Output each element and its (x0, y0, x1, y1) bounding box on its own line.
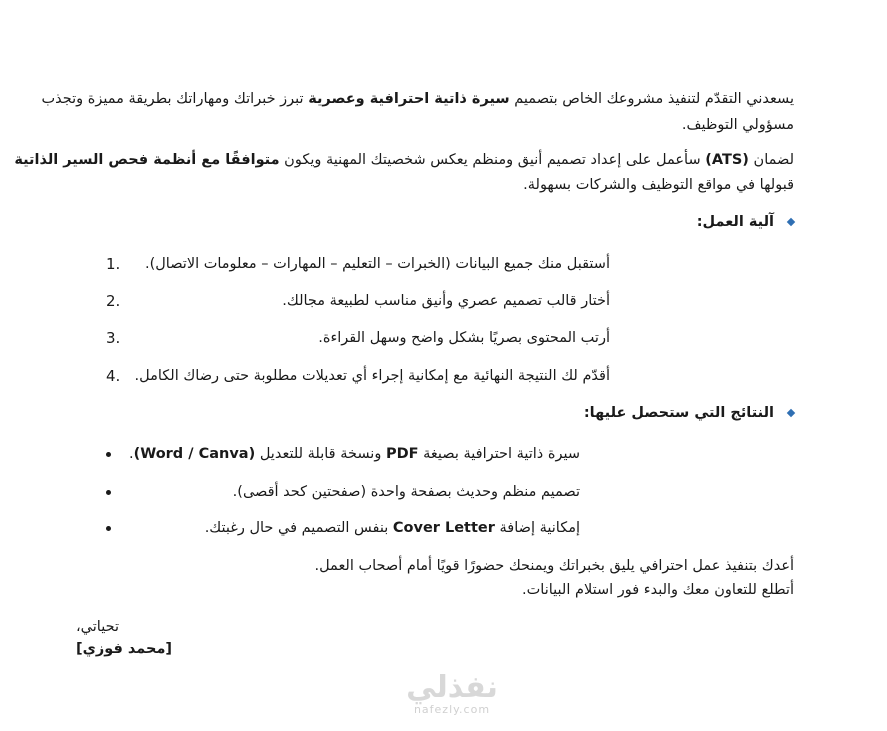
diamond-bullet-icon (787, 218, 795, 226)
result-text-c: . (128, 446, 134, 462)
diamond-bullet-icon (787, 409, 795, 417)
intro-text-2: مسؤولي التوظيف. (681, 117, 794, 133)
signature-greeting: تحياتي، (76, 619, 119, 635)
results-title: النتائج التي ستحصل عليها: (583, 405, 774, 421)
intro-line-1 (41, 88, 794, 110)
workflow-item (100, 327, 610, 349)
result-item-text (233, 481, 580, 503)
workflow-item-number: 4. (106, 367, 121, 385)
result-text-b: ونسخة قابلة للتعديل (255, 446, 386, 462)
results-heading (584, 405, 794, 421)
result-text-a: سيرة ذاتية احترافية بصيغة (418, 446, 580, 462)
bullet-dot-icon (106, 526, 111, 531)
workflow-item (100, 365, 610, 387)
intro-bold: سيرة ذاتية احترافية وعصرية (308, 91, 510, 107)
result-bold: PDF (385, 446, 419, 462)
intro-text-a: يسعدني التقدّم لتنفيذ مشروعك الخاص بتصميم (509, 91, 794, 107)
workflow-title: آلية العمل: (696, 214, 774, 230)
result-text-b: بنفس التصميم في حال رغبتك. (204, 520, 393, 536)
result-text-a: إمكانية إضافة (494, 520, 580, 536)
watermark-main: نفذلي (406, 670, 498, 705)
result-item (100, 481, 580, 503)
workflow-item-text: أستقبل منك جميع البيانات (الخبرات – التعليم – المهارات – معلومات الاتصال). (144, 256, 610, 272)
watermark-url: nafezly.com (413, 703, 491, 716)
workflow-item-number: 2. (106, 292, 121, 310)
workflow-item-number: 1. (106, 255, 121, 273)
closing-text-1: أعدك بتنفيذ عمل احترافي يليق بخبراتك ويمنحك حضورًا قويًا أمام أصحاب العمل. (314, 558, 794, 574)
ats-text-a: لضمان (748, 152, 794, 168)
intro-text-b: تبرز خبراتك ومهاراتك بطريقة مميزة وتجذب (41, 91, 309, 107)
result-item-text (129, 443, 580, 465)
result-item-text (205, 517, 580, 539)
workflow-item-text: أرتب المحتوى بصريًا بشكل واضح وسهل القراءة. (318, 330, 610, 346)
workflow-item-text: أقدّم لك النتيجة النهائية مع إمكانية إجراء أي تعديلات مطلوبة حتى رضاك الكامل. (134, 368, 610, 384)
workflow-item (100, 290, 610, 312)
signature-name: [محمد فوزي] (76, 641, 173, 657)
ats-bold-b: متوافقًا مع أنظمة فحص السير الذاتية (14, 152, 280, 168)
result-bold-b: (Word / Canva) (133, 446, 256, 462)
result-item (100, 517, 580, 539)
ats-bold-a: (ATS) (705, 152, 749, 168)
closing-line-2 (64, 579, 794, 601)
bullet-dot-icon (106, 452, 111, 457)
closing-line-1 (64, 555, 794, 577)
result-bold: Cover Letter (392, 520, 495, 536)
workflow-item-number: 3. (106, 329, 121, 347)
watermark-logo (392, 672, 512, 716)
intro-line-2 (64, 114, 794, 136)
ats-line-1 (14, 149, 794, 171)
bullet-dot-icon (106, 490, 111, 495)
workflow-heading (697, 214, 794, 230)
workflow-item (100, 253, 610, 275)
result-item (100, 443, 580, 465)
workflow-item-text: أختار قالب تصميم عصري وأنيق مناسب لطبيعة مجالك. (282, 293, 610, 309)
closing-text-2: أتطلع للتعاون معك والبدء فور استلام البيانات. (522, 582, 794, 598)
ats-text-b: سأعمل على إعداد تصميم أنيق ومنظم يعكس شخصيتك المهنية ويكون (279, 152, 706, 168)
result-text-a: تصميم منظم وحديث بصفحة واحدة (صفحتين كحد أقصى). (232, 484, 580, 500)
ats-line-2 (64, 174, 794, 196)
ats-text-2: قبولها في مواقع التوظيف والشركات بسهولة. (523, 177, 794, 193)
